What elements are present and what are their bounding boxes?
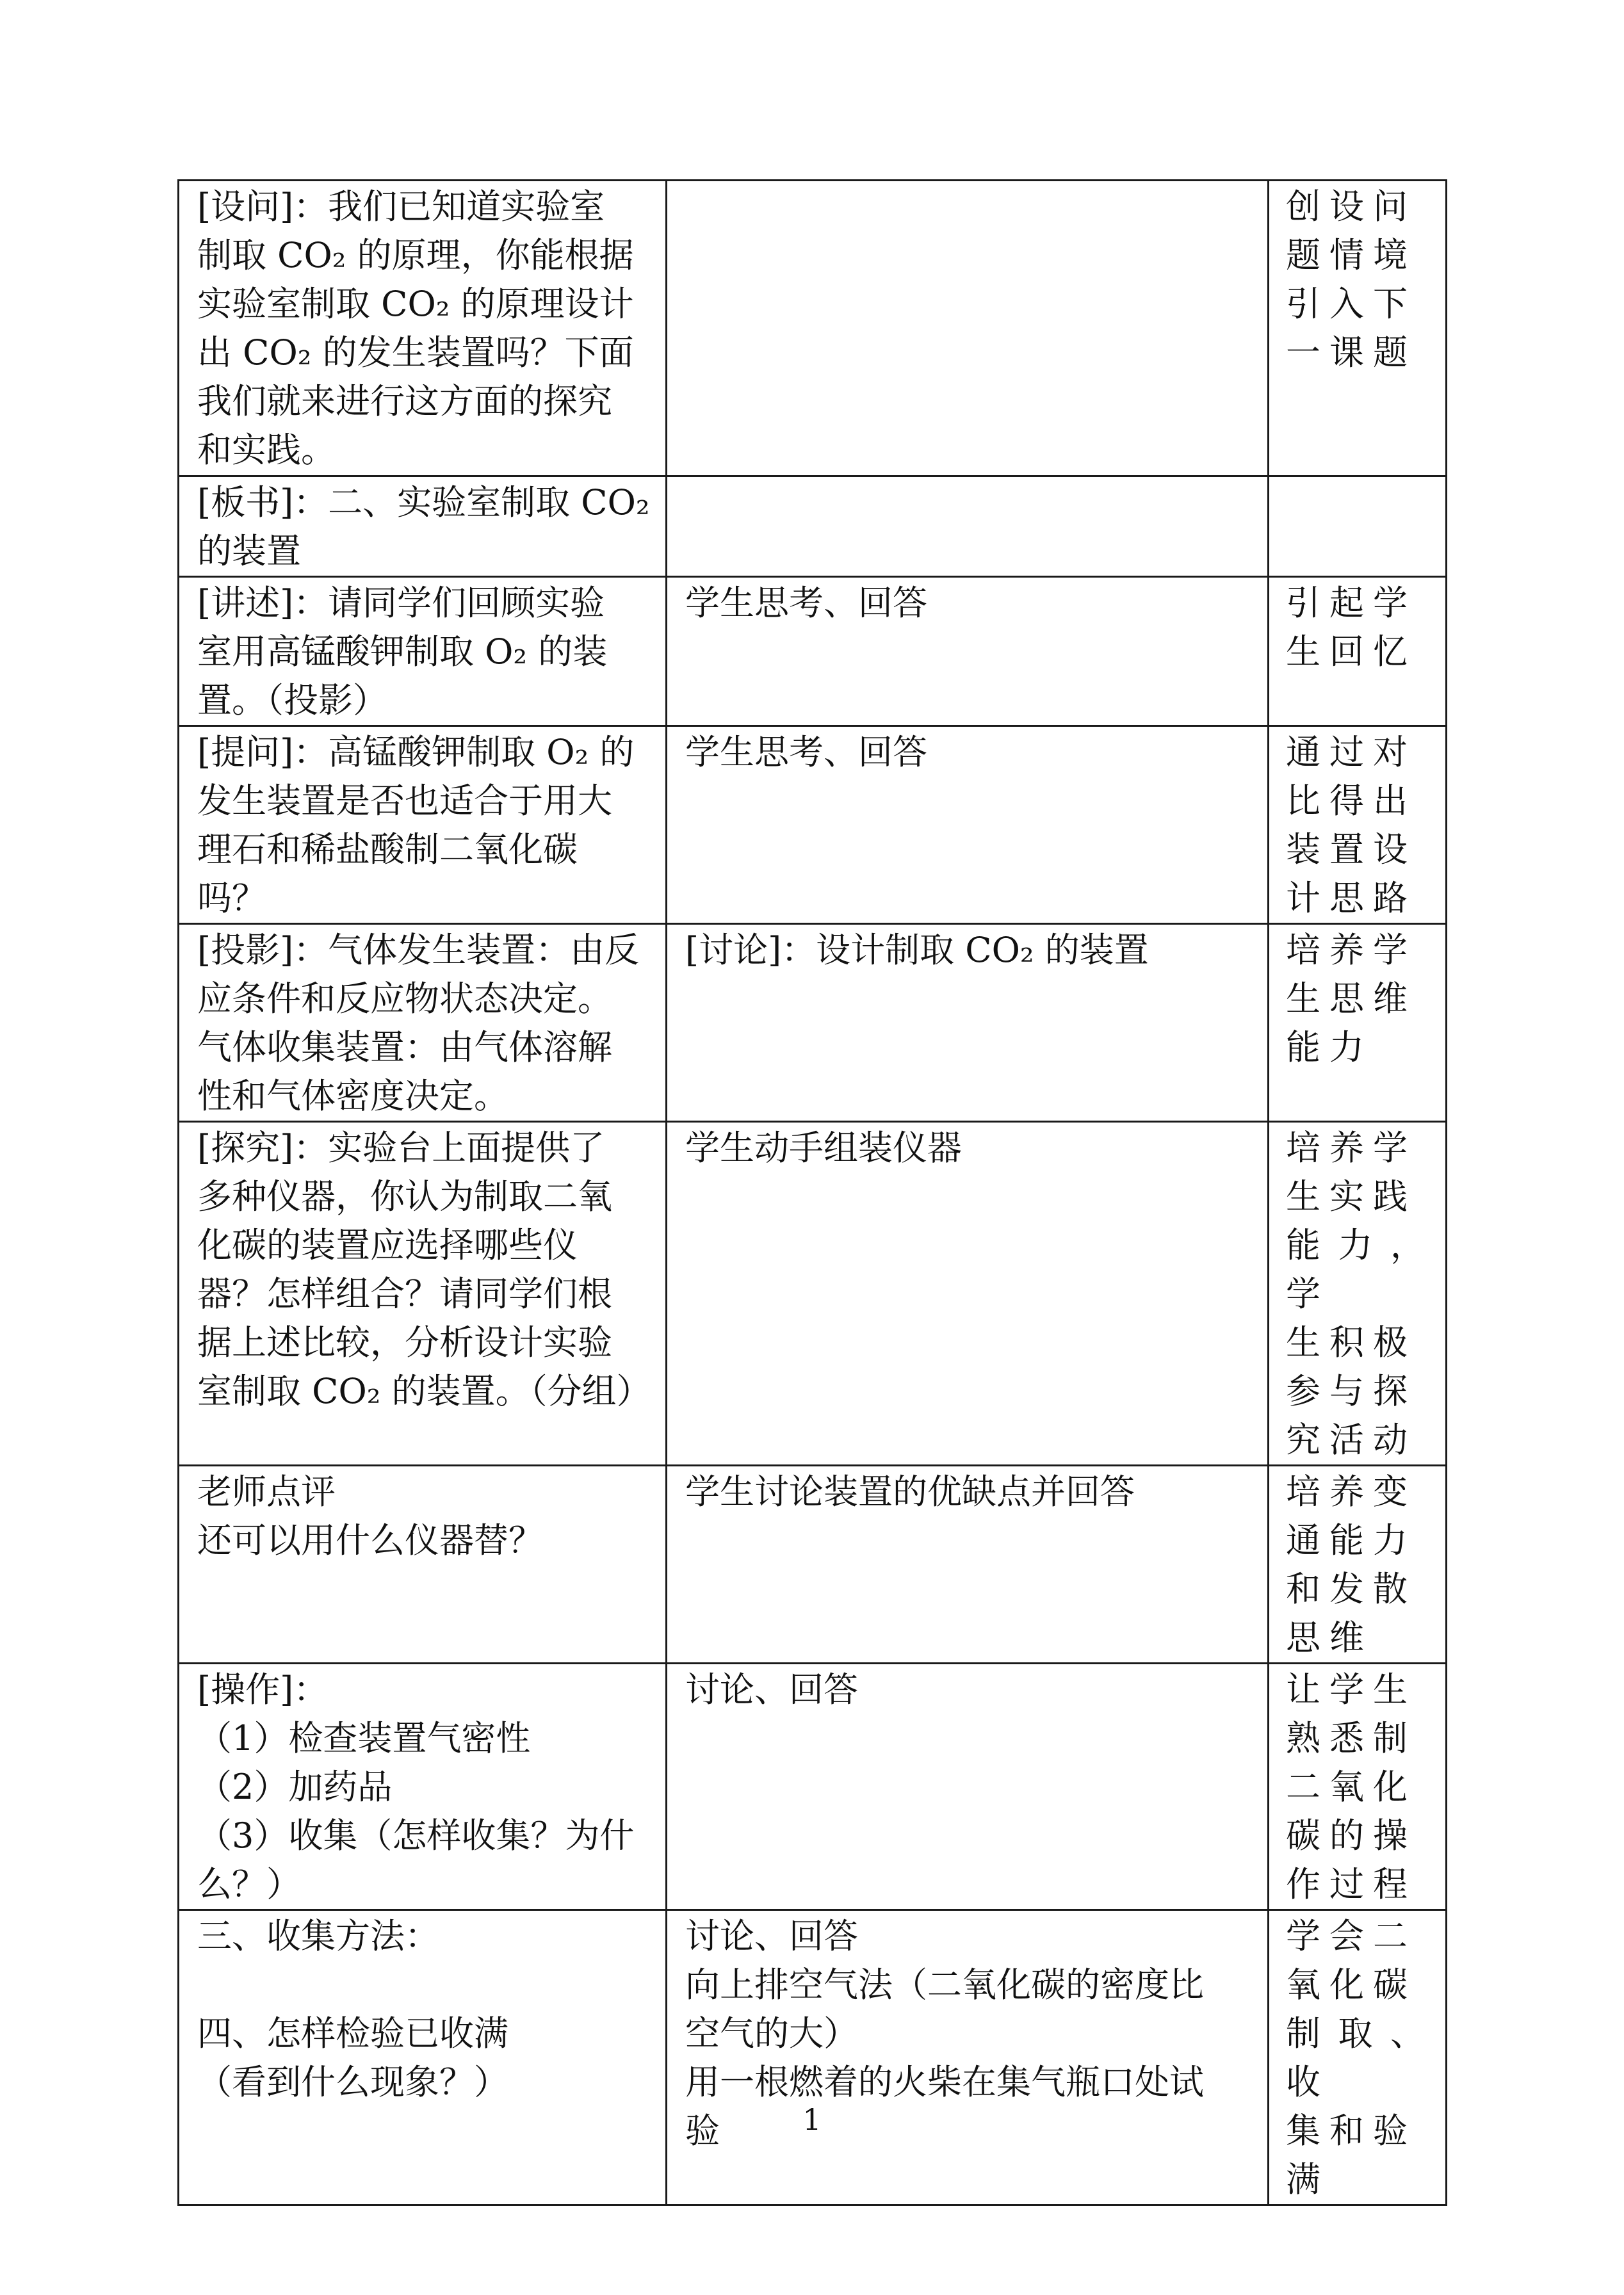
cell-text-line: [板书]：二、实验室制取 CO₂ [197, 482, 650, 523]
cell-text-line: 空气的大） [685, 2013, 858, 2054]
cell-text-line: 器？怎样组合？请同学们根 [197, 1274, 612, 1314]
cell-text-line: 通过对 [1286, 732, 1417, 772]
cell-text-line: （2）加药品 [197, 1767, 393, 1807]
design-intent-cell [1269, 1910, 1447, 2205]
cell-text-line: （看到什么现象？） [197, 2062, 508, 2102]
table-row [179, 924, 1447, 1122]
cell-text-line: 计思路 [1286, 878, 1417, 918]
cell-text-line: （3）收集（怎样收集？为什 [197, 1815, 635, 1856]
cell-text-line: （1）检查装置气密性 [197, 1718, 531, 1758]
cell-text-line: 和发散 [1286, 1569, 1417, 1609]
cell-text-line: 发生装置是否也适合于用大 [197, 781, 612, 821]
cell-text-line: 三、收集方法： [197, 1916, 439, 1956]
cell-text-line: 和实践。 [197, 430, 336, 470]
cell-text-line: 二氧化 [1286, 1767, 1417, 1807]
design-intent-cell [1269, 1664, 1447, 1910]
cell-text-line: 讨论、回答 [685, 1669, 858, 1710]
cell-text-line: 能力，学 [1286, 1225, 1434, 1314]
cell-text-line: 置。（投影） [197, 680, 387, 720]
cell-text-line: 化碳的装置应选择哪些仪 [197, 1225, 578, 1265]
cell-text-line: 用一根燃着的火柴在集气瓶口处试 [685, 2062, 1204, 2102]
cell-text-line: 么？） [197, 1864, 301, 1904]
cell-text-line: 性和气体密度决定。 [197, 1076, 508, 1116]
teacher-activity-cell [179, 1122, 667, 1466]
cell-text-line: 氧化碳 [1286, 1965, 1417, 2005]
cell-text-line: 碳的操 [1286, 1815, 1417, 1856]
cell-text-line [197, 1961, 656, 2009]
cell-text-line: 作过程 [1286, 1864, 1417, 1904]
cell-text-line: 比得出 [1286, 781, 1417, 821]
cell-text-line: 制取、收 [1286, 2013, 1434, 2102]
cell-text-line: 老师点评 [197, 1472, 336, 1512]
cell-text-line: 学会二 [1286, 1916, 1417, 1956]
teacher-activity-cell [179, 726, 667, 924]
cell-text-line: 室用高锰酸钾制取 O₂ 的装 [197, 631, 608, 672]
cell-text-line: 学生思考、回答 [685, 732, 927, 772]
cell-text-line: [探究]：实验台上面提供了 [197, 1128, 605, 1168]
cell-text-line: 引起学 [1286, 583, 1417, 623]
student-activity-cell [667, 1122, 1269, 1466]
cell-text-line: 我们就来进行这方面的探究 [197, 381, 612, 421]
cell-text-line: 培养变 [1286, 1472, 1417, 1512]
cell-text-line: 学生思考、回答 [685, 583, 927, 623]
cell-text-line: 生积极 [1286, 1322, 1417, 1363]
student-activity-cell [667, 1466, 1269, 1664]
cell-text-line: 学生讨论装置的优缺点并回答 [685, 1472, 1135, 1512]
cell-text-line: 的装置 [197, 531, 301, 571]
lesson-plan-table [177, 179, 1447, 2206]
cell-text-line: [投影]：气体发生装置：由反 [197, 930, 640, 970]
cell-text-line: 创设问 [1286, 186, 1417, 227]
teacher-activity-cell [179, 1466, 667, 1664]
table-row [179, 476, 1447, 577]
student-activity-cell [667, 476, 1269, 577]
cell-text-line: [提问]：高锰酸钾制取 O₂ 的 [197, 732, 635, 772]
cell-text-line: 据上述比较，分析设计实验 [197, 1322, 612, 1363]
cell-text-line: [操作]： [197, 1669, 329, 1710]
teacher-activity-cell [179, 1910, 667, 2205]
cell-text-line: 引入下 [1286, 284, 1417, 324]
cell-text-line: 满 [1286, 2159, 1329, 2200]
design-intent-cell [1269, 1122, 1447, 1466]
cell-text-line: 还可以用什么仪器替？ [197, 1520, 543, 1561]
teacher-activity-cell [179, 577, 667, 726]
teacher-activity-cell [179, 476, 667, 577]
cell-text-line: 应条件和反应物状态决定。 [197, 978, 612, 1019]
cell-text-line: 出 CO₂ 的发生装置吗？下面 [197, 332, 634, 373]
cell-text-line: 四、怎样检验已收满 [197, 2013, 508, 2054]
cell-text-line: 吗？ [197, 878, 266, 918]
cell-text-line: 生回忆 [1286, 631, 1417, 672]
cell-text-line: 通能力 [1286, 1520, 1417, 1561]
cell-text-line: [讲述]：请同学们回顾实验 [197, 583, 605, 623]
design-intent-cell [1269, 1466, 1447, 1664]
cell-text-line: 能力 [1286, 1027, 1373, 1067]
cell-text-line: 讨论、回答 [685, 1916, 858, 1956]
teacher-activity-cell [179, 924, 667, 1122]
cell-text-line: 熟悉制 [1286, 1718, 1417, 1758]
cell-text-line: 题情境 [1286, 235, 1417, 275]
student-activity-cell [667, 924, 1269, 1122]
cell-text-line: 生实践 [1286, 1176, 1417, 1217]
design-intent-cell [1269, 476, 1447, 577]
cell-text-line: 培养学 [1286, 1128, 1417, 1168]
table-row [179, 1122, 1447, 1466]
lesson-table-body [179, 181, 1447, 2205]
table-row [179, 577, 1447, 726]
cell-text-line: 多种仪器，你认为制取二氧 [197, 1176, 612, 1217]
cell-text-line: 气体收集装置：由气体溶解 [197, 1027, 612, 1067]
cell-text-line: 参与探 [1286, 1371, 1417, 1411]
page-number: 1 [802, 2102, 822, 2137]
table-row [179, 1910, 1447, 2205]
design-intent-cell [1269, 726, 1447, 924]
cell-text-line: 装置设 [1286, 829, 1417, 870]
design-intent-cell [1269, 181, 1447, 476]
cell-text-line: 室制取 CO₂ 的装置。（分组） [197, 1371, 651, 1411]
cell-text-line: 集和验 [1286, 2111, 1417, 2151]
cell-text-line: 让学生 [1286, 1669, 1417, 1710]
table-row [179, 1466, 1447, 1664]
teacher-activity-cell [179, 1664, 667, 1910]
cell-text-line: [讨论]：设计制取 CO₂ 的装置 [685, 930, 1149, 970]
student-activity-cell [667, 1910, 1269, 2205]
cell-text-line: 制取 CO₂ 的原理，你能根据 [197, 235, 634, 275]
table-row [179, 1664, 1447, 1910]
student-activity-cell [667, 577, 1269, 726]
design-intent-cell [1269, 924, 1447, 1122]
cell-text-line: 实验室制取 CO₂ 的原理设计 [197, 284, 634, 324]
cell-text-line: 生思维 [1286, 978, 1417, 1019]
cell-text-line: 一课题 [1286, 332, 1417, 373]
cell-text-line: 向上排空气法（二氧化碳的密度比 [685, 1965, 1204, 2005]
cell-text-line: [设问]：我们已知道实验室 [197, 186, 605, 227]
cell-text-line: 验 [685, 2111, 720, 2151]
table-row [179, 181, 1447, 476]
student-activity-cell [667, 726, 1269, 924]
student-activity-cell [667, 181, 1269, 476]
design-intent-cell [1269, 577, 1447, 726]
table-row [179, 726, 1447, 924]
teacher-activity-cell [179, 181, 667, 476]
cell-text-line: 理石和稀盐酸制二氧化碳 [197, 829, 578, 870]
cell-text-line: 究活动 [1286, 1420, 1417, 1460]
cell-text-line: 培养学 [1286, 930, 1417, 970]
cell-text-line: 思维 [1286, 1618, 1373, 1658]
student-activity-cell [667, 1664, 1269, 1910]
cell-text-line: 学生动手组装仪器 [685, 1128, 962, 1168]
